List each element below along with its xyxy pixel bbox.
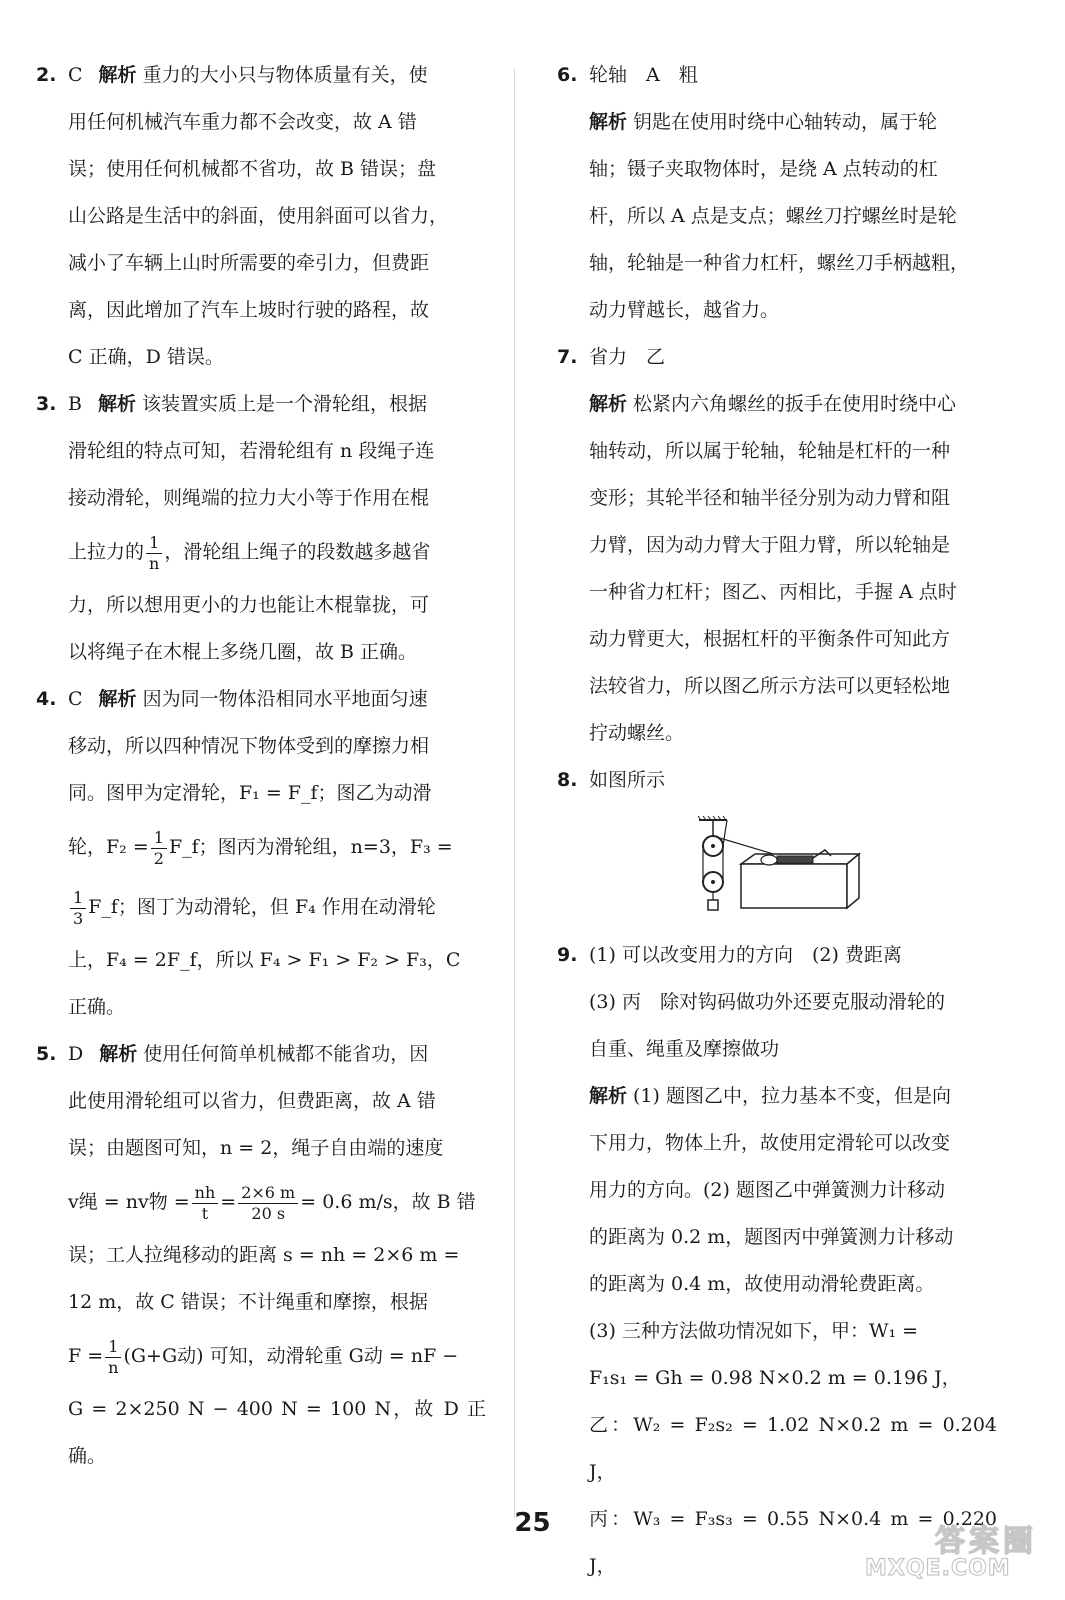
text-fragment: v绳 = nv物 = <box>68 1191 190 1213</box>
left-column <box>36 52 486 1480</box>
analysis-line <box>557 99 997 146</box>
text-line: 轴；镊子夹取物体时，是绕 A 点转动的杠 <box>589 158 938 180</box>
text-fragment: ，滑轮组上绳子的段数越多越省 <box>164 541 431 563</box>
analysis-tag: 解析 <box>589 111 628 133</box>
text-line: 力，所以想用更小的力也能让木棍靠拢，可 <box>68 594 430 616</box>
answer: C <box>68 64 83 86</box>
question-number: 7. <box>557 346 578 368</box>
question-3 <box>36 381 486 428</box>
numerator: 1 <box>146 533 162 554</box>
text-line: 山公路是生活中的斜面，使用斜面可以省力， <box>68 205 449 227</box>
numerator: 1 <box>151 828 167 849</box>
text-line: 力臂，因为动力臂大于阻力臂，所以轮轴是 <box>589 534 951 556</box>
answer: 如图所示 <box>589 769 666 791</box>
text-fragment: (G+G动) 可知，动滑轮重 G动 = nF − <box>123 1345 459 1367</box>
text-fragment: F = <box>68 1345 104 1367</box>
answer: 轮轴 A 粗 <box>589 64 698 86</box>
fraction <box>238 1183 298 1224</box>
analysis-tag: 解析 <box>98 64 137 86</box>
text-line: (1) 题图乙中，拉力基本不变，但是向 <box>633 1085 951 1107</box>
formula-line <box>36 817 486 877</box>
text-line: 减小了车辆上山时所需要的牵引力，但费距 <box>68 252 430 274</box>
analysis-tag: 解析 <box>589 393 628 415</box>
fraction <box>105 1337 121 1378</box>
text-line: 使用任何简单机械都不能省功，因 <box>143 1043 429 1065</box>
denominator: 20 s <box>251 1203 286 1223</box>
pulley-diagram <box>697 816 867 916</box>
fraction <box>151 828 167 869</box>
formula-line <box>36 522 486 582</box>
text-fragment: = <box>220 1191 237 1213</box>
text-line: F₁s₁ = Gh = 0.98 N×0.2 m = 0.196 J， <box>589 1367 961 1389</box>
text-line: 乙：W₂ = F₂s₂ = 1.02 N×0.2 m = 0.204 J， <box>589 1414 997 1483</box>
denominator: n <box>108 1357 119 1377</box>
question-4 <box>36 676 486 723</box>
watermark-text: 答案圈 <box>935 1524 1037 1559</box>
text-line: 以将绳子在木棍上多绕几圈，故 B 正确。 <box>68 641 418 663</box>
question-number: 9. <box>557 944 578 966</box>
text-line: 正确。 <box>68 996 126 1018</box>
text-line: C 正确，D 错误。 <box>68 346 224 368</box>
question-number: 3. <box>36 393 57 415</box>
column-divider <box>514 68 515 1518</box>
analysis-tag: 解析 <box>99 1043 138 1065</box>
text-line: (3) 三种方法做功情况如下，甲：W₁ = <box>589 1320 919 1342</box>
numerator: nh <box>192 1183 219 1204</box>
text-line: 轴转动，所以属于轮轴，轮轴是杠杆的一种 <box>589 440 951 462</box>
fraction <box>70 888 86 929</box>
answer: B <box>68 393 82 415</box>
text-line: 下用力，物体上升，故使用定滑轮可以改变 <box>589 1132 951 1154</box>
text-line: 丙：W₃ = F₃s₃ = 0.55 N×0.4 m = 0.220 J， <box>589 1508 997 1577</box>
text-line: 12 m，故 C 错误；不计绳重和摩擦，根据 <box>68 1291 428 1313</box>
text-line: 接动滑轮，则绳端的拉力大小等于作用在棍 <box>68 487 430 509</box>
text-line: 动力臂越长，越省力。 <box>589 299 780 321</box>
question-2 <box>36 52 486 99</box>
formula-line <box>36 877 486 937</box>
watermark-url: MXQE.COM <box>865 1556 1011 1581</box>
text-line: 自重、绳重及摩擦做功 <box>589 1038 780 1060</box>
formula-line <box>36 1326 486 1386</box>
text-line: 变形；其轮半径和轴半径分别为动力臂和阻 <box>589 487 951 509</box>
question-number: 4. <box>36 688 57 710</box>
denominator: 2 <box>153 848 164 868</box>
text-fragment: F_f；图丙为滑轮组，n=3，F₃ = <box>168 836 453 858</box>
answer: 省力 乙 <box>589 346 666 368</box>
text-line: 法较省力，所以图乙所示方法可以更轻松地 <box>589 675 951 697</box>
text-line: 此使用滑轮组可以省力，但费距离，故 A 错 <box>68 1090 436 1112</box>
text-line: 动力臂更大，根据杠杆的平衡条件可知此方 <box>589 628 951 650</box>
text-fragment: 上拉力的 <box>68 541 145 563</box>
text-line: (3) 丙 除对钩码做功外还要克服动滑轮的 <box>589 991 945 1013</box>
text-line: 用任何机械汽车重力都不会改变，故 A 错 <box>68 111 417 133</box>
text-line: 钥匙在使用时绕中心轴转动，属于轮 <box>633 111 938 133</box>
answer: D <box>68 1043 84 1065</box>
numerator: 2×6 m <box>238 1183 298 1204</box>
text-line: 误；由题图可知，n = 2，绳子自由端的速度 <box>68 1137 444 1159</box>
analysis-tag: 解析 <box>97 393 136 415</box>
question-9 <box>557 932 997 979</box>
analysis-line <box>557 381 997 428</box>
text-line: 松紧内六角螺丝的扳手在使用时绕中心 <box>633 393 957 415</box>
analysis-tag: 解析 <box>589 1085 628 1107</box>
text-line: 滑轮组的特点可知，若滑轮组有 n 段绳子连 <box>68 440 435 462</box>
denominator: n <box>149 553 160 573</box>
text-line: 拧动螺丝。 <box>589 722 685 744</box>
question-number: 5. <box>36 1043 57 1065</box>
fraction <box>146 533 162 574</box>
text-line: 同。图甲为定滑轮，F₁ = F_f；图乙为动滑 <box>68 782 432 804</box>
text-fragment: 轮，F₂ = <box>68 836 149 858</box>
watermark-logo <box>865 1516 1045 1586</box>
question-number: 6. <box>557 64 578 86</box>
numerator: 1 <box>70 888 86 909</box>
text-line: 该装置实质上是一个滑轮组，根据 <box>141 393 427 415</box>
analysis-tag: 解析 <box>98 688 137 710</box>
text-line: 杆，所以 A 点是支点；螺丝刀拧螺丝时是轮 <box>589 205 957 227</box>
formula-line <box>36 1172 486 1232</box>
question-number: 2. <box>36 64 57 86</box>
question-7 <box>557 334 997 381</box>
text-line: 移动，所以四种情况下物体受到的摩擦力相 <box>68 735 430 757</box>
text-line: 误；工人拉绳移动的距离 s = nh = 2×6 m = <box>68 1244 460 1266</box>
numerator: 1 <box>105 1337 121 1358</box>
right-column <box>557 52 997 1590</box>
question-5 <box>36 1031 486 1078</box>
text-fragment: = 0.6 m/s，故 B 错 <box>300 1191 476 1213</box>
denominator: t <box>201 1203 209 1223</box>
text-line: 因为同一物体沿相同水平地面匀速 <box>142 688 428 710</box>
question-6 <box>557 52 997 99</box>
denominator: 3 <box>73 908 84 928</box>
text-line: 轴，轮轴是一种省力杠杆，螺丝刀手柄越粗， <box>589 252 970 274</box>
question-8 <box>557 757 997 804</box>
question-number: 8. <box>557 769 578 791</box>
text-line: 重力的大小只与物体质量有关，使 <box>142 64 428 86</box>
text-line: G = 2×250 N − 400 N = 100 N，故 D 正确。 <box>68 1398 486 1467</box>
text-line: 用力的方向。(2) 题图乙中弹簧测力计移动 <box>589 1179 945 1201</box>
analysis-line <box>557 1073 997 1120</box>
page-number: 25 <box>514 1508 551 1538</box>
text-line: 离，因此增加了汽车上坡时行驶的路程，故 <box>68 299 430 321</box>
text-line: 的距离为 0.4 m，故使用动滑轮费距离。 <box>589 1273 935 1295</box>
text-line: 一种省力杠杆；图乙、丙相比，手握 A 点时 <box>589 581 957 603</box>
fraction <box>192 1183 219 1224</box>
answer: C <box>68 688 83 710</box>
text-line: 误；使用任何机械都不省功，故 B 错误；盘 <box>68 158 437 180</box>
text-fragment: F_f；图丁为动滑轮，但 F₄ 作用在动滑轮 <box>88 896 436 918</box>
text-line: 的距离为 0.2 m，题图丙中弹簧测力计移动 <box>589 1226 954 1248</box>
answer: (1) 可以改变用力的方向 (2) 费距离 <box>589 944 902 966</box>
text-line: 上，F₄ = 2F_f，所以 F₄ > F₁ > F₂ > F₃，C <box>68 949 461 971</box>
